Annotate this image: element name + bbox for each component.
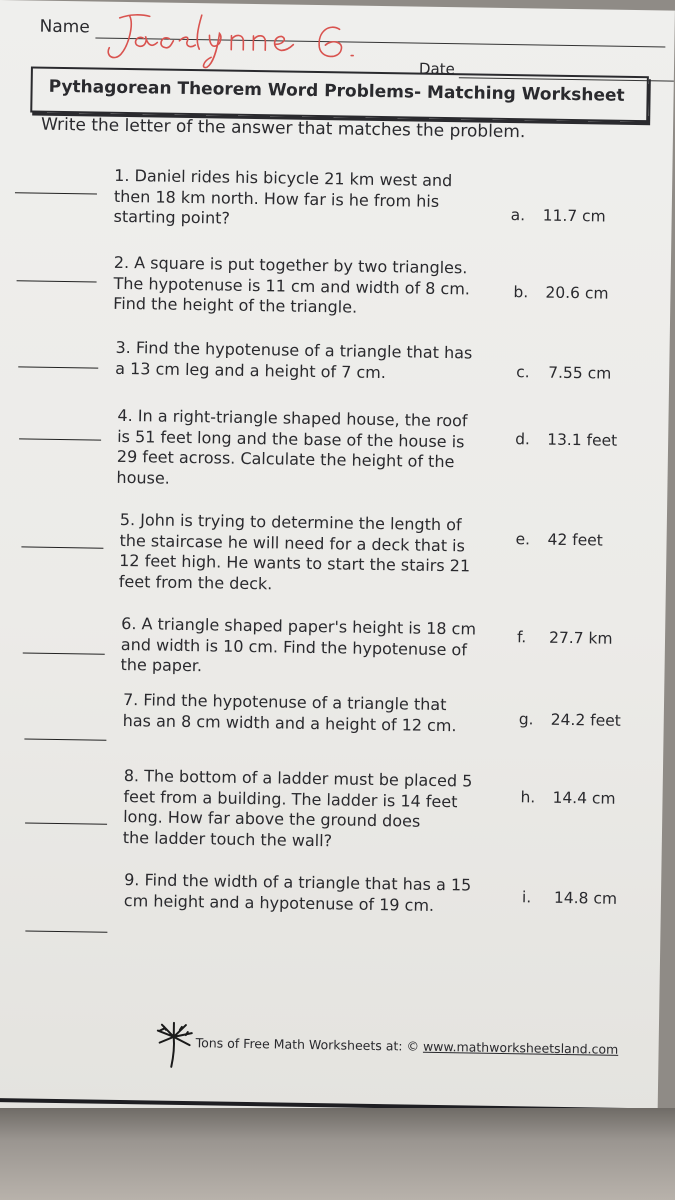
problem-line: 1. Daniel rides his bicycle 21 km west and	[114, 165, 453, 191]
problem-line: long. How far above the ground does	[123, 807, 421, 831]
title-box	[30, 66, 649, 122]
problem-line: 9. Find the width of a triangle that has a 15	[124, 870, 472, 895]
answer-e	[515, 530, 603, 549]
problem-line: 5. John is trying to determine the length of	[119, 509, 462, 535]
problem-5	[119, 510, 471, 598]
problem-line: cm height and a hypotenuse of 19 cm.	[123, 890, 435, 915]
problem-line: a 13 cm leg and a height of 7 cm.	[115, 358, 387, 382]
problem-line: Find the height of the triangle.	[113, 293, 358, 317]
answer-c	[516, 363, 611, 382]
problem-line: 3. Find the hypotenuse of a triangle that has	[115, 337, 473, 363]
answer-letter: h.	[520, 788, 536, 807]
answer-letter: e.	[515, 530, 531, 549]
problem-line: the staircase he will need for a deck that is	[119, 530, 466, 555]
answer-value: 7.55 cm	[548, 363, 612, 383]
answer-value: 27.7 km	[548, 628, 613, 648]
answer-blank[interactable]	[21, 546, 103, 548]
answer-blank[interactable]	[23, 652, 105, 654]
problem-line: 2. A square is put together by two triangles.	[113, 252, 468, 278]
problem-line: the ladder touch the wall?	[122, 827, 333, 850]
answer-blank[interactable]	[25, 931, 107, 933]
problem-line: is 51 feet long and the base of the house is	[117, 426, 465, 451]
answer-blank[interactable]	[18, 366, 98, 368]
problem-4	[116, 406, 467, 493]
answer-blank[interactable]	[24, 738, 106, 740]
problem-2	[113, 253, 470, 320]
problem-line: 4. In a right-triangle shaped house, the roof	[117, 405, 468, 431]
answer-blank[interactable]	[19, 438, 101, 440]
answer-letter: c.	[516, 363, 530, 382]
problem-line: the paper.	[120, 654, 203, 676]
answer-g	[519, 710, 621, 730]
answer-f	[517, 628, 613, 647]
problem-line: 12 feet high. He wants to start the stairs 21	[119, 550, 471, 576]
problem-line: The hypotenuse is 11 cm and width of 8 cm.	[113, 273, 471, 298]
problem-line: 6. A triangle shaped paper's height is 18 cm	[121, 613, 477, 639]
answer-blank[interactable]	[25, 822, 107, 824]
answer-letter: g.	[518, 710, 534, 729]
table-surface	[0, 1108, 675, 1200]
answer-h	[520, 788, 615, 807]
date-label: Date	[418, 59, 455, 79]
footer-label: Tons of Free Math Worksheets at: ©	[195, 1035, 424, 1054]
problem-9	[124, 870, 472, 916]
answer-letter: i.	[521, 888, 532, 907]
problem-line: starting point?	[113, 206, 231, 228]
problem-8	[123, 766, 473, 853]
problem-line: then 18 km north. How far is he from his	[113, 186, 440, 211]
answer-letter: a.	[510, 206, 526, 225]
answer-letter: f.	[516, 628, 527, 647]
problem-line: 29 feet across. Calculate the height of the	[116, 446, 455, 472]
problem-1	[113, 166, 452, 233]
answer-value: 14.8 cm	[553, 888, 618, 908]
answer-a	[511, 206, 606, 225]
problem-line: has an 8 cm width and a height of 12 cm.	[122, 710, 457, 735]
answer-i	[522, 888, 617, 907]
answer-letter: d.	[515, 430, 531, 449]
problem-line: and width is 10 cm. Find the hypotenuse of	[120, 634, 468, 659]
answer-blank[interactable]	[15, 192, 97, 194]
answer-blank[interactable]	[17, 280, 97, 282]
palm-tree-icon	[151, 1021, 196, 1070]
answer-value: 13.1 feet	[547, 430, 618, 450]
answer-value: 24.2 feet	[550, 710, 621, 730]
answer-value: 14.4 cm	[552, 788, 616, 808]
problem-line: 8. The bottom of a ladder must be placed 5	[123, 766, 473, 791]
answer-d	[515, 430, 617, 450]
problem-7	[123, 690, 458, 736]
answer-letter: b.	[513, 283, 529, 302]
worksheet-title: Pythagorean Theorem Word Problems- Matching Worksheet	[48, 76, 625, 106]
answer-value: 11.7 cm	[542, 206, 606, 226]
problem-line: 7. Find the hypotenuse of a triangle that	[122, 690, 447, 715]
answer-b	[513, 283, 608, 302]
instructions: Write the letter of the answer that matches the problem.	[40, 114, 526, 143]
problem-line: feet from a building. The ladder is 14 feet	[123, 786, 458, 811]
problem-6	[120, 614, 476, 681]
name-label: Name	[39, 16, 90, 38]
answer-value: 42 feet	[547, 530, 603, 550]
answer-value: 20.6 cm	[545, 283, 609, 303]
handwritten-signature	[99, 4, 400, 79]
footer-credit	[196, 1035, 619, 1057]
problem-line: house.	[116, 467, 171, 488]
problem-line: feet from the deck.	[118, 571, 273, 593]
footer-link[interactable]: www.mathworksheetsland.com	[422, 1038, 619, 1057]
problem-3	[115, 338, 472, 385]
